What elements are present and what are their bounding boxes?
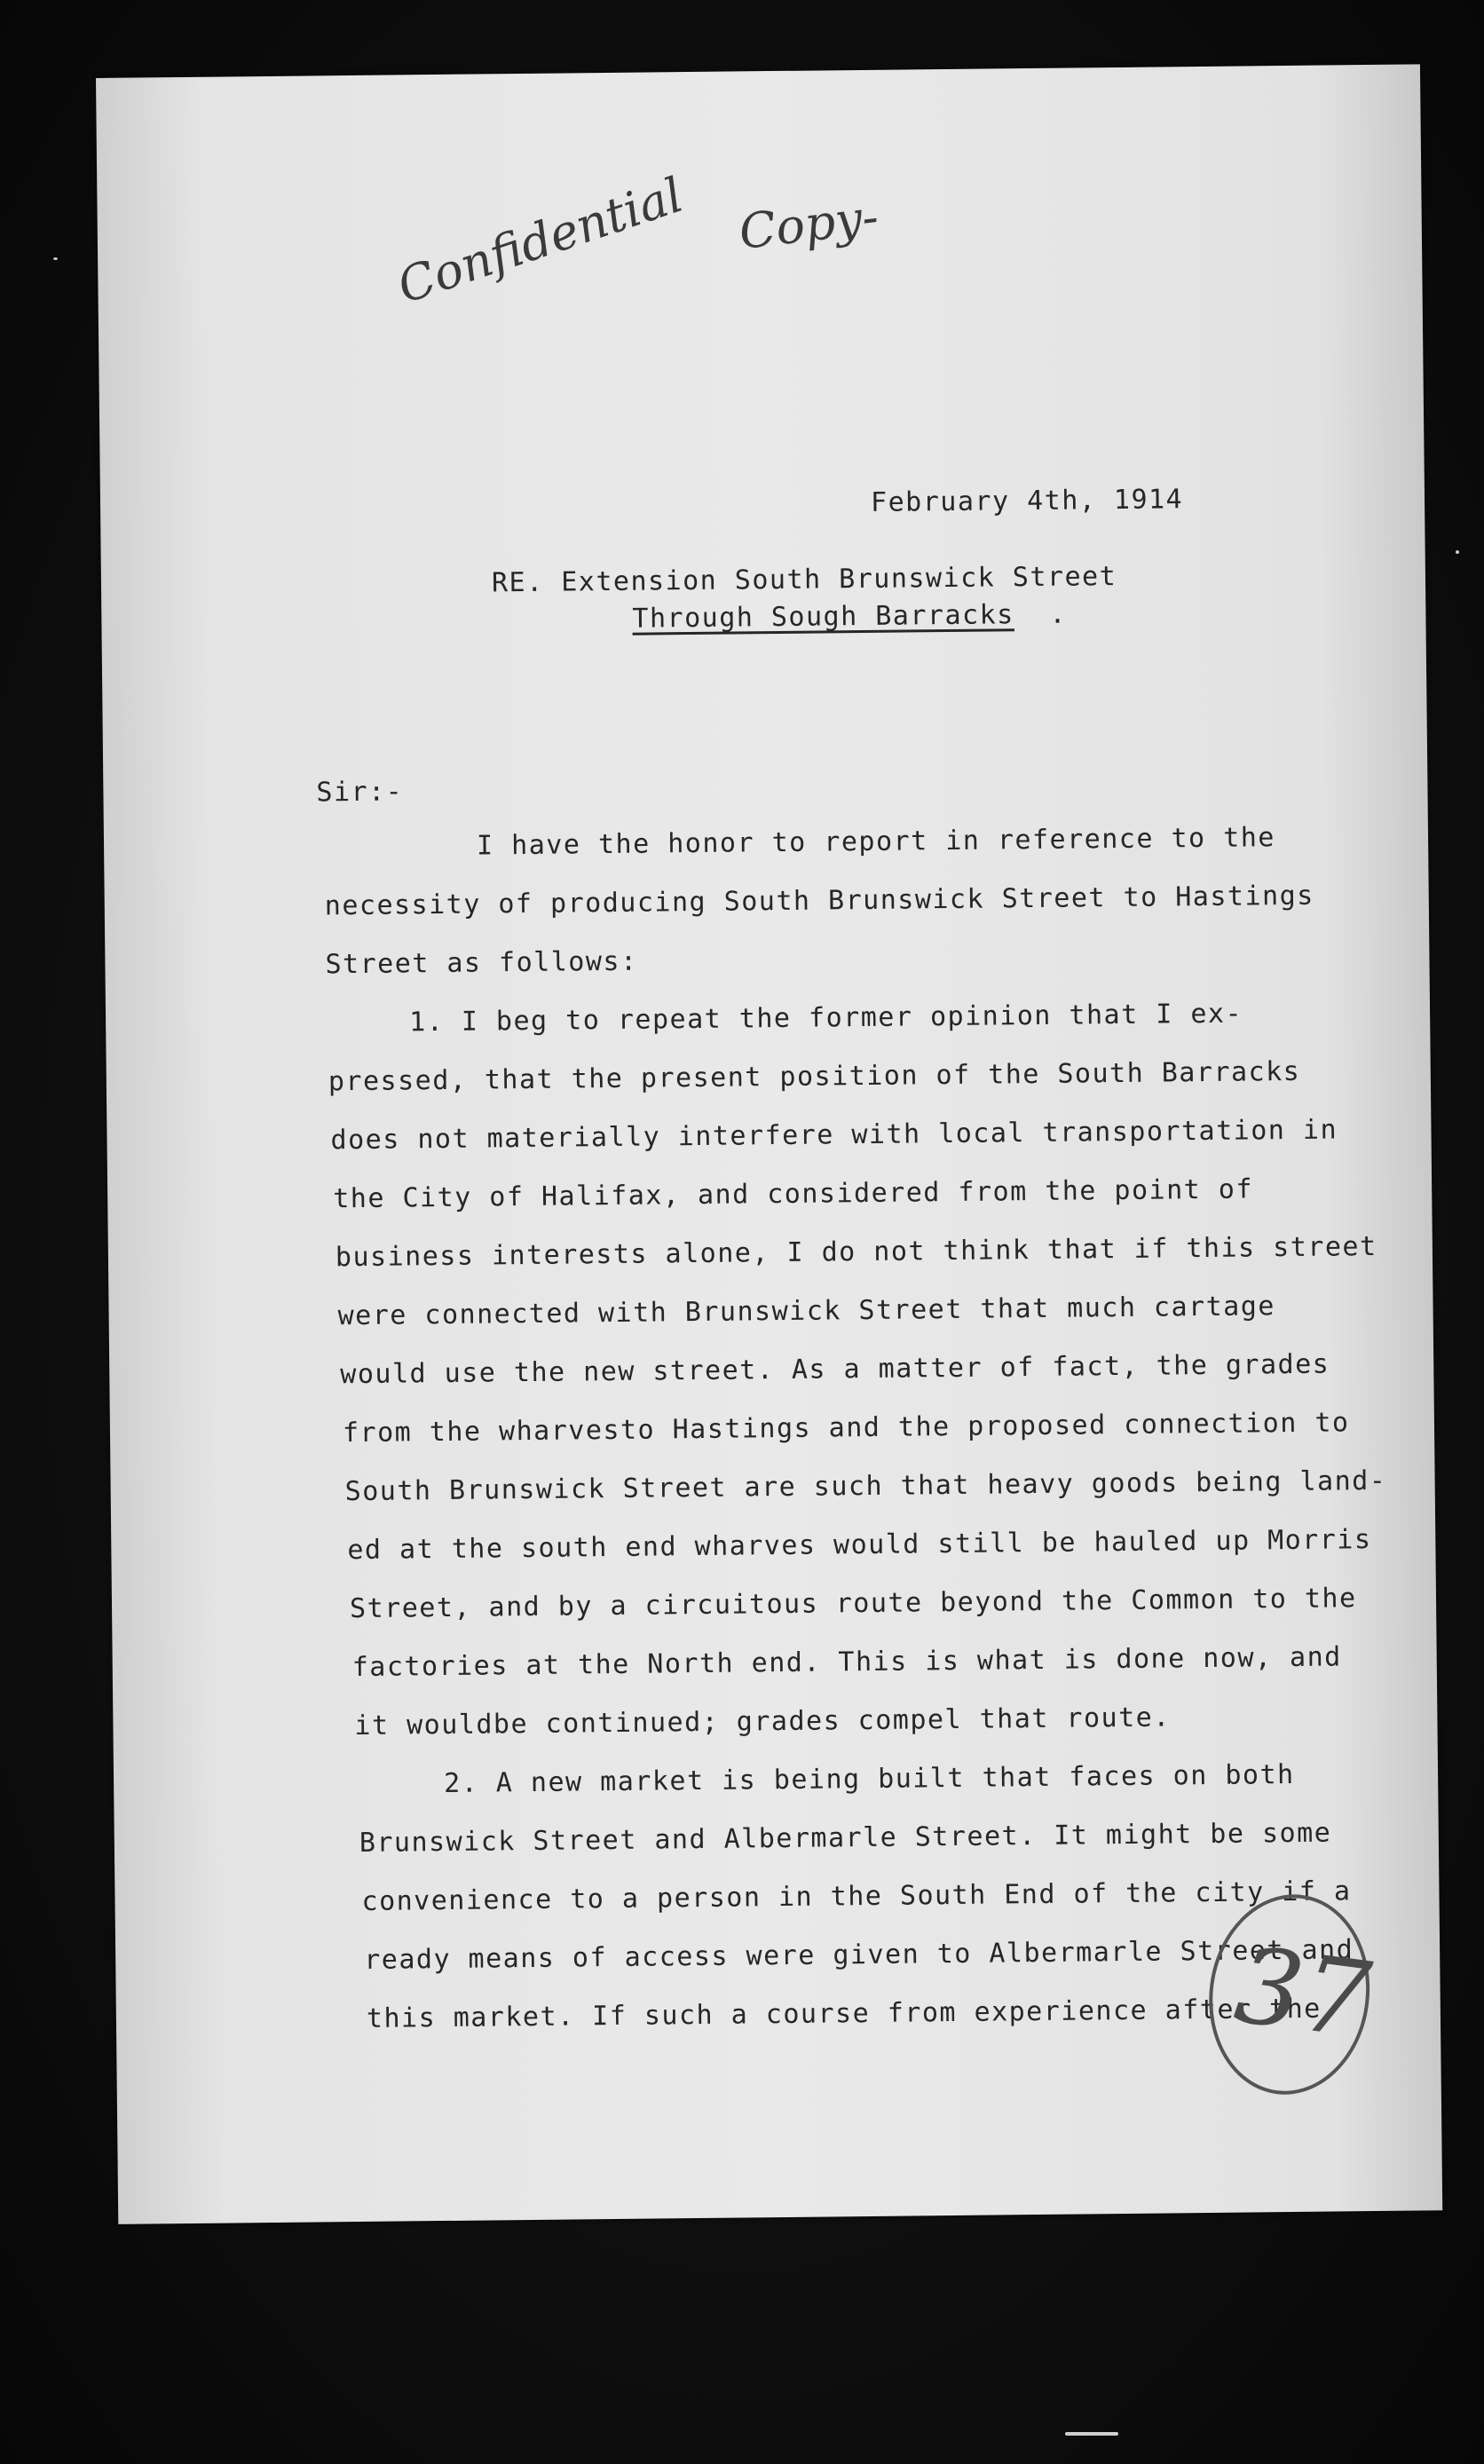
body-line: necessity of producing South Brunswick Street to Hastings bbox=[324, 880, 1314, 922]
handwritten-copy-note: Copy- bbox=[736, 188, 881, 261]
subject-line-2 bbox=[632, 599, 1014, 635]
body-line: does not materially interfere with local transportation in bbox=[330, 1114, 1338, 1157]
salutation: Sir:- bbox=[316, 776, 404, 809]
body-line: factories at the North end. This is what is done now, and bbox=[351, 1641, 1342, 1684]
body-line: would use the new street. As a matter of fact, the grades bbox=[340, 1348, 1330, 1391]
body-line: from the wharvesto Hastings and the proposed connection to bbox=[342, 1407, 1350, 1449]
body-line: ed at the south end wharves would still be hauled up Morris bbox=[347, 1524, 1372, 1567]
subject-line-2-period: . bbox=[1049, 598, 1068, 630]
body-line: Street as follows: bbox=[325, 945, 638, 981]
body-line: 1. I beg to repeat the former opinion that I ex- bbox=[408, 998, 1243, 1039]
body-line: business interests alone, I do not think that if this street bbox=[335, 1230, 1377, 1274]
handwritten-confidential-note: Confidential bbox=[391, 166, 691, 315]
body-line: Brunswick Street and Albermarle Street. It might be some bbox=[359, 1817, 1332, 1859]
body-line: ready means of access were given to Albermarle Street and bbox=[364, 1934, 1354, 1976]
page-number-stamp: 37 bbox=[1228, 1923, 1377, 2062]
body-line: this market. If such a course from experience after the bbox=[366, 1993, 1322, 2034]
body-line: convenience to a person in the South End of the city if a bbox=[361, 1876, 1352, 1917]
body-line: it wouldbe continued; grades compel that route. bbox=[354, 1702, 1171, 1742]
typed-letter-page bbox=[96, 64, 1442, 2223]
body-line: the City of Halifax, and considered from the point of bbox=[333, 1173, 1254, 1215]
letter-date: February 4th, 1914 bbox=[870, 484, 1184, 518]
subject-line-2-text: Through Sough Barracks bbox=[632, 599, 1014, 635]
body-line: 2. A new market is being built that faces on both bbox=[443, 1758, 1295, 1799]
body-line: were connected with Brunswick Street that much cartage bbox=[337, 1291, 1276, 1332]
subject-line-1: RE. Extension South Brunswick Street bbox=[491, 560, 1117, 599]
body-line: pressed, that the present position of the South Barracks bbox=[328, 1055, 1301, 1098]
body-line: Street, and by a circuitous route beyond the Common to the bbox=[349, 1583, 1357, 1625]
body-line: South Brunswick Street are such that heavy goods being land- bbox=[344, 1465, 1387, 1508]
body-line: I have the honor to report in reference to the bbox=[476, 822, 1276, 862]
